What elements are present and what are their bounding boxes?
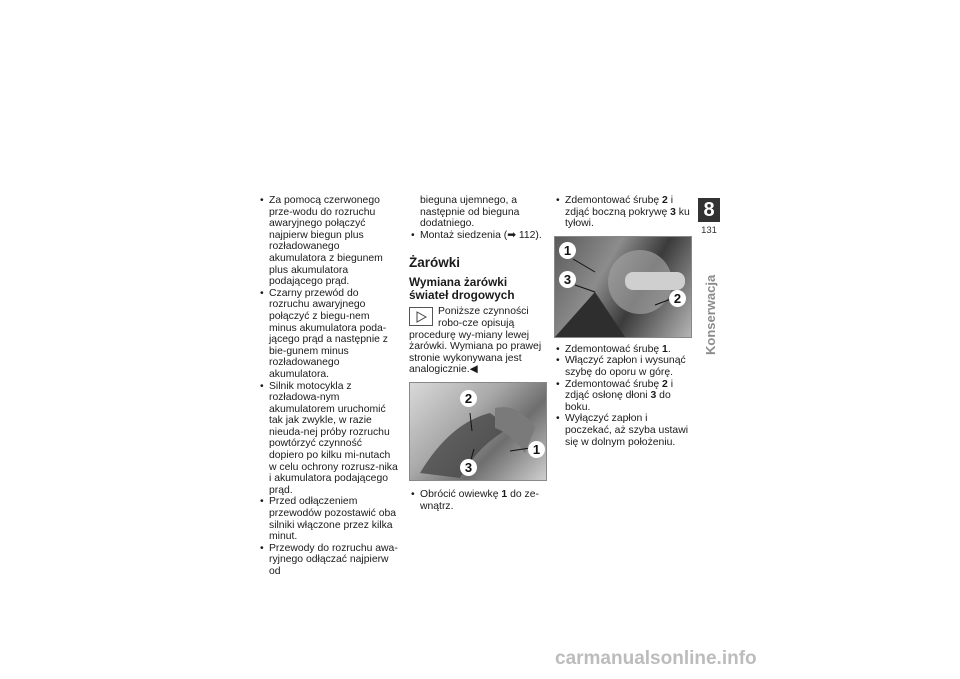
list-item: • Silnik motocykla z rozładowa-nym akumulatorem uruchomić tak jak zwykle, w razie nieuda-nej próby rozruchu powtórzyć czynność dopiero po kilku mi-nutach w celu ochrony rozrusz-nika i akumulatora podającego prąd. [258,381,398,497]
section-heading: Żarówki [409,255,461,271]
list-item [554,379,692,414]
figure-side-cover [554,236,692,338]
note-text: Poniższe czynności robo-cze opisują procedurę wy-miany lewej żarówki. Wymiana po prawej stronie wykonywana jest analogicznie. [409,306,542,376]
page-number: 131 [701,225,717,236]
step-text: . [667,343,671,355]
callout-label: 2 [669,290,686,307]
column-3 [554,195,692,448]
callout-label: 3 [460,459,477,476]
list-item [554,195,692,230]
play-triangle-icon [409,307,433,326]
step-text: do ze-wnątrz. [420,488,539,512]
note-block [409,306,547,376]
list-item: • Za pomocą czerwonego prze-wodu do rozruchu awaryjnego połączyć najpierw biegun plus rozładowanego akumulatora z biegunem plus akumulatora podającego prąd. [258,195,398,288]
figure-fairing [409,382,547,481]
mount-text: Montaż siedzenia ( [420,229,508,241]
list-item: • Wyłączyć zapłon i poczekać, aż szyba ustawi się w dolnym położeniu. [554,413,692,448]
list-item: • Czarny przewód do rozruchu awaryjnego połączyć z biegu-nem minus akumulatora poda-jącego prąd a następnie z bie-gunem minus rozładowanego akumulatora. [258,288,398,381]
step-text: ku tyłowi. [565,206,690,230]
list-item: • Włączyć zapłon i wysunąć szybę do oporu w górę. [554,355,692,378]
arrow-right-icon: ➡ [507,229,516,241]
page-reference: 112). [515,229,542,241]
subsection-heading: Wymiana żarówki świateł drogowych [409,275,515,303]
column-2 [409,195,547,512]
mount-list [409,230,547,242]
ref-number: 2 [662,378,668,390]
step-list-top [554,195,692,230]
step-list-bottom [554,344,692,448]
step-text: i zdjąć osłonę dłoni [565,378,674,402]
watermark: carmanualsonline.info [555,648,757,669]
chapter-number: 8 [698,198,720,222]
list-item [409,489,547,512]
jump-start-steps [258,195,398,578]
ref-number: 1 [501,488,508,500]
section-title-vertical: Konserwacja [703,274,718,355]
ref-number: 1 [662,343,668,355]
list-item: • Przed odłączeniem przewodów pozostawić oba silniki włączone przez kilka minut. [258,496,398,542]
ref-number: 2 [662,195,668,206]
ref-number: 3 [670,206,676,218]
step-text: Zdemontować śrubę [565,343,663,355]
ref-number: 3 [650,390,657,402]
callout-label: 3 [559,271,576,288]
callout-label: 2 [460,390,477,407]
callout-label: 1 [559,242,576,259]
continued-text: bieguna ujemnego, a następnie od bieguna dodatniego. [420,195,520,230]
step-text: Zdemontować śrubę [565,195,663,206]
callout-label: 1 [528,441,545,458]
list-item [554,344,692,356]
step-text: i zdjąć boczną pokrywę [565,195,674,218]
end-marker-icon: ◀ [469,364,478,376]
column-1 [258,195,398,578]
turn-list [409,489,547,512]
step-text: Zdemontować śrubę [565,378,663,390]
list-item [409,230,547,242]
step-text: Obrócić owiewkę [420,488,502,500]
step-text: do boku. [565,390,671,413]
list-item: • Przewody do rozruchu awa-ryjnego odłączać najpierw od [258,543,398,578]
